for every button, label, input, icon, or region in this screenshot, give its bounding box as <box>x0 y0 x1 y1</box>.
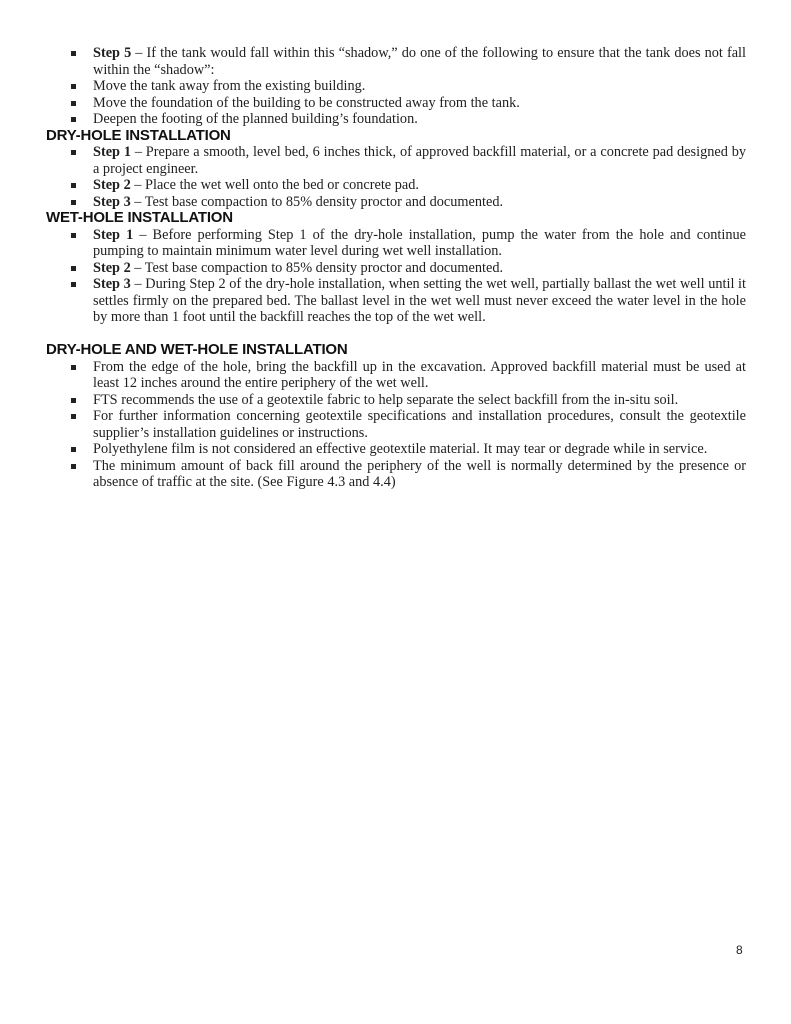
list-item <box>46 260 746 277</box>
section-spacer <box>46 326 746 343</box>
wet-hole-heading: WET-HOLE INSTALLATION <box>46 209 233 226</box>
list-item <box>46 177 746 194</box>
item-text: – If the tank would fall within this “shadow,” do one of the following to ensure that the tank does not fall within the “shadow”: <box>93 45 746 78</box>
list-item <box>46 144 746 177</box>
item-text: The minimum amount of back fill around the periphery of the well is normally determined by the presence or absence of traffic at the site. (See Figure 4.3 and 4.4) <box>93 457 746 490</box>
item-text: Polyethylene film is not considered an effective geotextile material. It may tear or degrade while in service. <box>93 441 708 457</box>
square-bullet-icon <box>71 51 76 56</box>
square-bullet-icon <box>71 200 76 205</box>
step-label: Step 1 <box>93 144 131 160</box>
square-bullet-icon <box>71 266 76 271</box>
list-item <box>46 95 746 112</box>
list-item <box>46 194 746 211</box>
item-text: For further information concerning geotextile specifications and installation procedures, consult the geotextile supplier’s installation guidelines or instructions. <box>93 408 746 441</box>
square-bullet-icon <box>71 84 76 89</box>
step-label: Step 2 <box>93 259 131 276</box>
list-item <box>46 111 746 128</box>
list-item <box>46 359 746 392</box>
item-text: Move the tank away from the existing building. <box>93 78 366 94</box>
square-bullet-icon <box>71 183 76 188</box>
shadow-options-list <box>46 45 746 128</box>
dry-hole-steps <box>46 144 746 210</box>
list-item <box>46 392 746 409</box>
list-item <box>46 408 746 441</box>
step-label: Step 5 <box>93 45 132 61</box>
square-bullet-icon <box>71 117 76 122</box>
square-bullet-icon <box>71 414 76 419</box>
dry-and-wet-hole-heading: DRY-HOLE AND WET-HOLE INSTALLATION <box>46 341 348 358</box>
item-text: FTS recommends the use of a geotextile fabric to help separate the select backfill from the in-situ soil. <box>93 391 679 408</box>
dry-hole-heading: DRY-HOLE INSTALLATION <box>46 126 231 144</box>
item-text: – During Step 2 of the dry-hole installation, when setting the wet well, partially ballast the wet well until it settles firmly on the prepared bed. The ballast level in the wet well must never exceed the water level in the hole by more than 1 foot until the backfill reaches the top of the wet well. <box>93 276 746 325</box>
list-item <box>46 276 746 326</box>
step-label: Step 2 <box>93 177 131 193</box>
list-item <box>46 45 746 78</box>
list-item <box>46 441 746 458</box>
step-label: Step 3 <box>93 193 131 210</box>
square-bullet-icon <box>71 398 76 403</box>
item-text: Deepen the footing of the planned building’s foundation. <box>93 111 418 127</box>
wet-hole-steps <box>46 227 746 326</box>
item-text: – Place the wet well onto the bed or concrete pad. <box>130 177 419 193</box>
square-bullet-icon <box>71 464 76 469</box>
list-item <box>46 458 746 491</box>
square-bullet-icon <box>71 150 76 155</box>
dry-and-wet-hole-items <box>46 359 746 491</box>
step-label: Step 3 <box>93 276 131 292</box>
page-number: 8 <box>736 943 743 957</box>
step-label: Step 1 <box>93 226 134 243</box>
item-text: Move the foundation of the building to be constructed away from the tank. <box>93 94 520 111</box>
item-text: – Prepare a smooth, level bed, 6 inches thick, of approved backfill material, or a concrete pad designed by a project engineer. <box>93 144 747 177</box>
list-item <box>46 227 746 260</box>
square-bullet-icon <box>71 282 76 287</box>
item-text: From the edge of the hole, bring the backfill up in the excavation. Approved backfill material must be used at least 12 inches around the entire periphery of the wet well. <box>93 358 746 391</box>
square-bullet-icon <box>71 365 76 370</box>
document-page <box>46 45 746 491</box>
item-text: – Before performing Step 1 of the dry-hole installation, pump the water from the hole and continue pumping to maintain minimum water level during wet well installation. <box>93 226 746 259</box>
list-item <box>46 78 746 95</box>
item-text: – Test base compaction to 85% density proctor and documented. <box>130 259 504 276</box>
square-bullet-icon <box>71 233 76 238</box>
square-bullet-icon <box>71 101 76 106</box>
item-text: – Test base compaction to 85% density proctor and documented. <box>130 193 504 210</box>
square-bullet-icon <box>71 447 76 452</box>
